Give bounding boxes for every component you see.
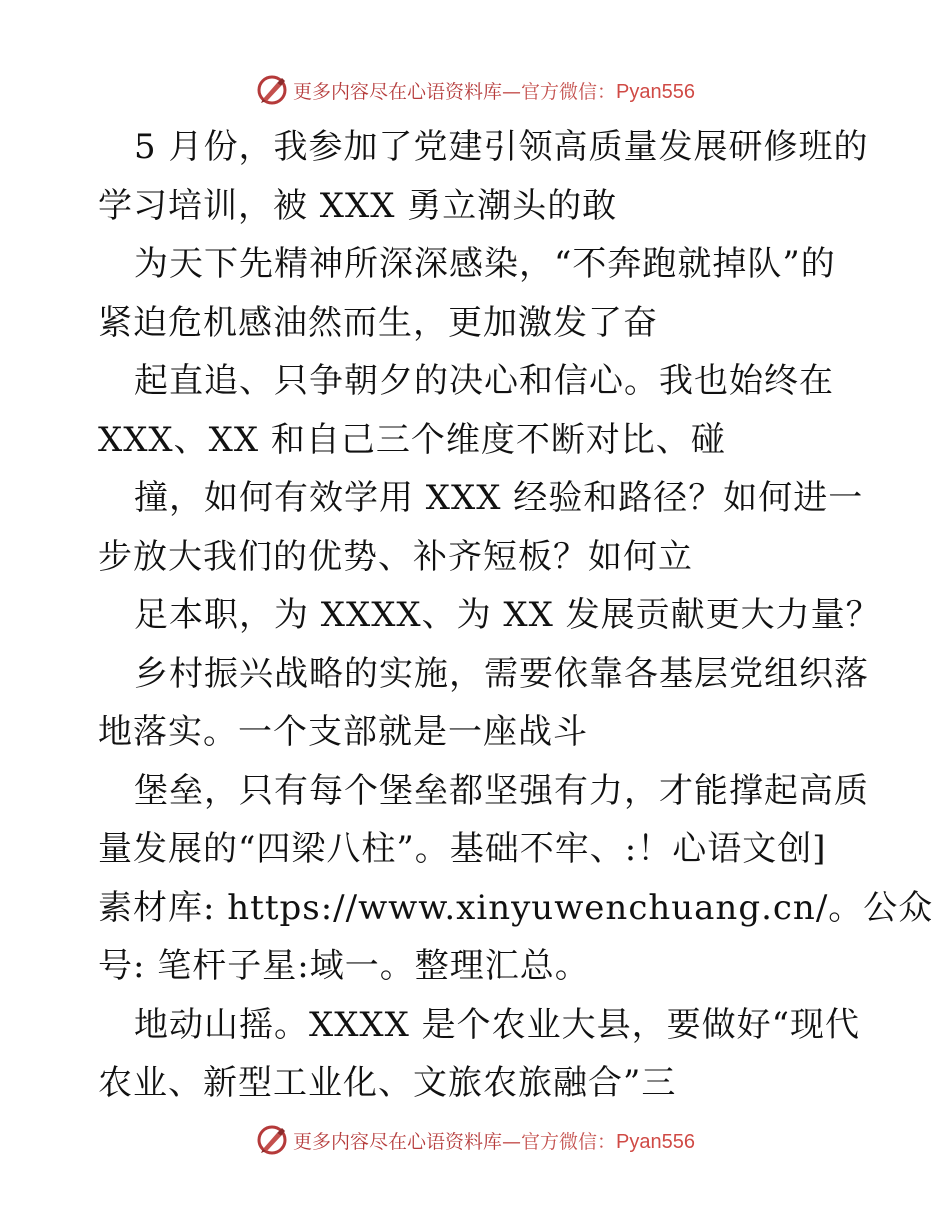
text-line: 地动山摇。XXXX 是个农业大县，要做好“现代 <box>134 1004 861 1045</box>
text-line: 农业、新型工业化、文旅农旅融合”三 <box>98 1063 677 1103</box>
watermark-wechat-label: 官方微信： <box>521 80 617 103</box>
text-line: 学习培训，被 XXX 勇立潮头的敢 <box>98 185 618 226</box>
text-line: 地落实。一个支部就是一座战斗 <box>98 712 588 752</box>
watermark-main: 更多内容尽在心语资料库 <box>293 80 503 103</box>
text-line: 5 月份，我参加了党建引领高质量发展研修班的 <box>134 127 869 167</box>
document-body <box>98 118 934 1113</box>
text-line: 起直追、只争朝夕的决心和信心。我也始终在 <box>134 361 834 401</box>
watermark-wechat-id: Pyan556 <box>616 80 695 103</box>
watermark-separator: — <box>502 1130 522 1153</box>
text-line: XXX、XX 和自己三个维度不断对比、碰 <box>98 419 726 460</box>
watermark-wechat-id: Pyan556 <box>616 1130 695 1153</box>
text-line: 号: 笔杆子星:域一。整理汇总。 <box>98 946 590 986</box>
text-line: 步放大我们的优势、补齐短板？如何立 <box>98 536 693 577</box>
pen-logo-icon <box>255 73 289 107</box>
pen-logo-icon <box>255 1123 289 1157</box>
watermark-text <box>293 1127 695 1154</box>
text-line: 量发展的“四梁八柱”。基础不牢、:！心语文创] <box>98 829 827 869</box>
header-watermark <box>0 70 950 110</box>
watermark-main: 更多内容尽在心语资料库 <box>293 1130 503 1153</box>
text-line: 素材库: https://www.xinyuwenchuang.cn/。公众 <box>98 887 934 928</box>
footer-watermark <box>0 1120 950 1160</box>
watermark-separator: — <box>502 80 522 103</box>
text-line: 乡村振兴战略的实施，需要依靠各基层党组织落 <box>134 653 869 694</box>
watermark-wechat-label: 官方微信： <box>521 1130 617 1153</box>
text-line: 堡垒，只有每个堡垒都坚强有力，才能撑起高质 <box>134 770 869 811</box>
text-line: 为天下先精神所深深感染，“不奔跑就掉队”的 <box>134 244 836 284</box>
text-line: 足本职，为 XXXX、为 XX 发展贡献更大力量？ <box>134 595 881 635</box>
text-line: 紧迫危机感油然而生，更加激发了奋 <box>98 302 658 343</box>
text-line: 撞，如何有效学用 XXX 经验和路径？如何进一 <box>134 478 864 518</box>
watermark-text <box>293 77 695 104</box>
